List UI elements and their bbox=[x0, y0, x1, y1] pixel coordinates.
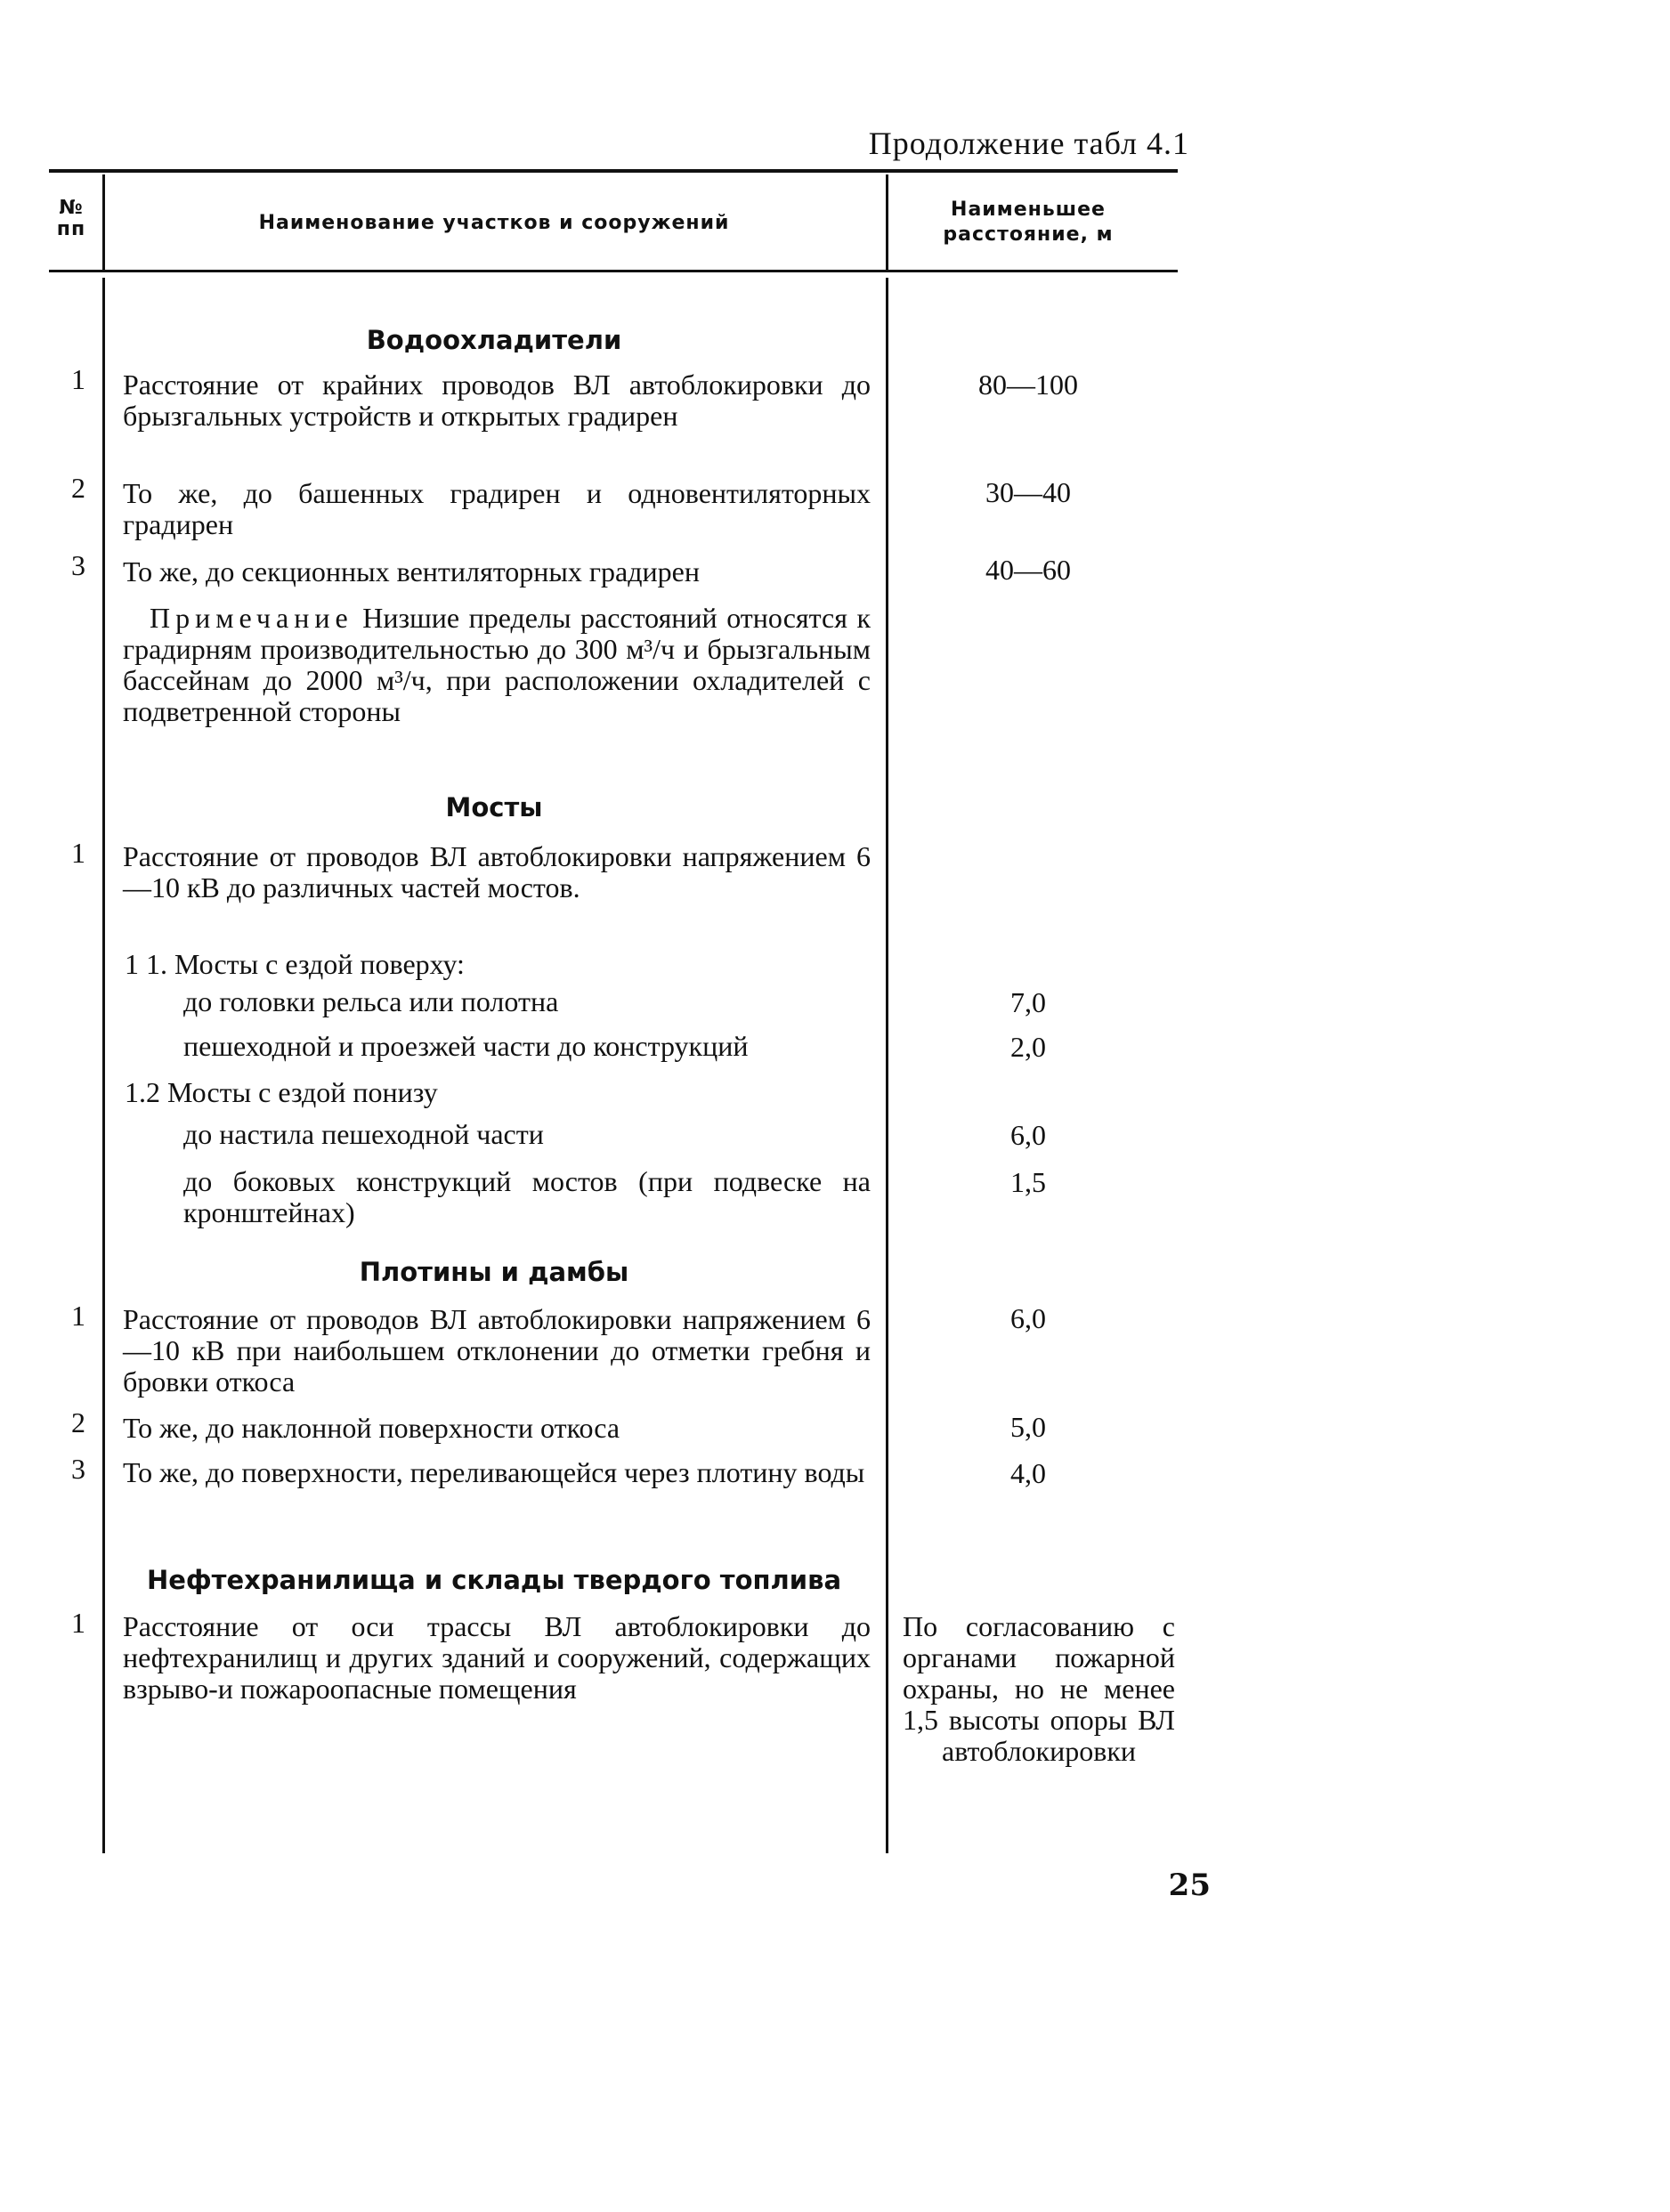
note-label: Примечание bbox=[150, 602, 353, 634]
column-divider-right bbox=[886, 174, 888, 271]
section-title-oil-storage: Нефтехранилища и склады твердого топлива bbox=[146, 1565, 842, 1595]
section-title-cooling: Водоохладители bbox=[366, 325, 622, 355]
sub-value: 7,0 bbox=[1010, 986, 1046, 1018]
section-title-dams: Плотины и дамбы bbox=[359, 1257, 629, 1287]
row-num: 2 bbox=[71, 472, 85, 504]
row-text: Расстояние от проводов ВЛ автоблокировки напряжением 6—10 кВ при наибольшем отклонении до отметки гребня и бровки откоса bbox=[123, 1303, 871, 1398]
sub-text: до головки рельса или полотна bbox=[183, 985, 559, 1017]
table-caption: Продолжение табл 4.1 bbox=[868, 126, 1189, 161]
row-text: Расстояние от оси трассы ВЛ автоблокировки до нефтехранилищ и других зданий и сооружений, содержащих взрыво-и пожароопасные помещения bbox=[123, 1610, 871, 1705]
row-num: 3 bbox=[71, 1453, 85, 1485]
row-value: 80—100 bbox=[978, 369, 1078, 401]
column-divider-right-body bbox=[886, 278, 888, 1853]
sub-value: 6,0 bbox=[1010, 1119, 1046, 1151]
row-text: То же, до поверхности, переливающейся через плотину воды bbox=[123, 1456, 865, 1488]
row-value: 40—60 bbox=[985, 554, 1071, 586]
page-number: 25 bbox=[1168, 1868, 1211, 1903]
header-num: № пп bbox=[56, 197, 86, 240]
note-text: Низшие пределы расстояний относятся к градирням производительностью до 300 м³/ч и брызгальным бассейнам до 2000 м³/ч, при расположении охладителей с подветренной стороны bbox=[123, 602, 871, 727]
column-divider-left-body bbox=[102, 278, 105, 1853]
sub-value: 1,5 bbox=[1010, 1166, 1046, 1198]
row-num: 2 bbox=[71, 1406, 85, 1438]
row-text: То же, до секционных вентиляторных градирен bbox=[123, 555, 700, 587]
table-top-rule bbox=[49, 169, 1178, 173]
row-value: 30—40 bbox=[985, 476, 1071, 508]
row-value: По согласованию с органами пожарной охраны, но не менее 1,5 высоты опоры ВЛ автоблокировки bbox=[903, 1610, 1175, 1767]
row-value: 5,0 bbox=[1010, 1411, 1046, 1443]
row-num: 1 bbox=[71, 1300, 85, 1332]
row-text: Расстояние от крайних проводов ВЛ автоблокировки до брызгальных устройств и открытых градирен bbox=[123, 369, 871, 432]
row-num: 3 bbox=[71, 549, 85, 581]
header-name: Наименование участков и сооружений bbox=[258, 212, 730, 234]
sub-text: до боковых конструкций мостов (при подвеске на кронштейнах) bbox=[183, 1165, 871, 1228]
table-header-rule bbox=[49, 270, 1178, 272]
sub-value: 2,0 bbox=[1010, 1031, 1046, 1063]
row-text: То же, до наклонной поверхности откоса bbox=[123, 1412, 620, 1444]
sub-text: пешеходной и проезжей части до конструкций bbox=[183, 1030, 749, 1062]
row-num: 1 bbox=[71, 363, 85, 395]
sub-label: 1.2 Мосты с ездой понизу bbox=[125, 1076, 438, 1108]
row-text: То же, до башенных градирен и одновентиляторных градирен bbox=[123, 477, 871, 540]
header-distance: Наименьшее расстояние, м bbox=[943, 199, 1114, 246]
column-divider-left bbox=[102, 174, 105, 271]
sub-text: до настила пешеходной части bbox=[183, 1118, 544, 1150]
row-num: 1 bbox=[71, 837, 85, 869]
row-value: 4,0 bbox=[1010, 1457, 1046, 1489]
section-title-bridges: Мосты bbox=[445, 792, 543, 822]
row-value: 6,0 bbox=[1010, 1302, 1046, 1334]
row-text: Расстояние от проводов ВЛ автоблокировки напряжением 6—10 кВ до различных частей мостов. bbox=[123, 840, 871, 903]
sub-label: 1 1. Мосты с ездой поверху: bbox=[125, 948, 465, 980]
row-num: 1 bbox=[71, 1607, 85, 1639]
section-note bbox=[123, 603, 871, 727]
